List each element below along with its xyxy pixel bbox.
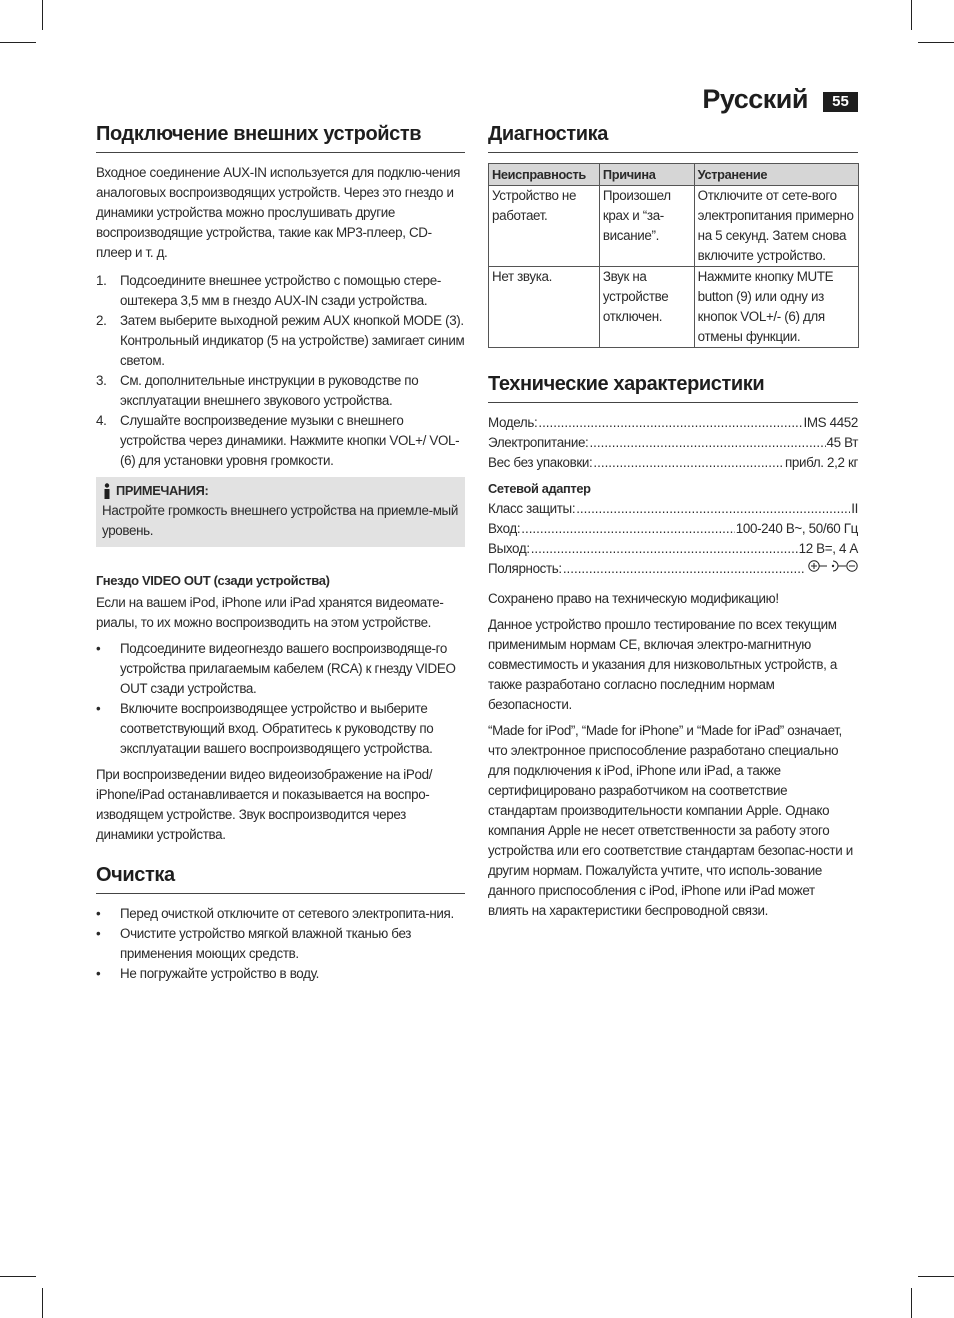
section-title-specs: Технические характеристики (488, 372, 858, 403)
info-icon (102, 483, 112, 499)
table-cell: Нажмите кнопку MUTE button (9) или одну из кнопок VOL+/- (6) для отмены функции. (694, 267, 858, 348)
spec-row (488, 453, 858, 473)
apple-paragraph: “Made for iPod”, “Made for iPhone” и “Made for iPad” означает, что электронное приспособление разработано специально для подключения к iPod, iPhone или iPad, а также сертифицировано разработчиком на соответствие стандартам производительности компании Apple. Однако компания Apple не несет ответственности за работу этого устройства или его соответствие стандартам безопас-ности и другим нормам. Пожалуйста учтите, что исполь-зование данного приспособления с iPod, iPhone или iPad может влиять на характеристики беспроводной связи. (488, 723, 853, 918)
spec-label: Вес без упаковки: (488, 455, 593, 470)
table-cell: Нет звука. (489, 267, 600, 348)
video-out-heading: Гнездо VIDEO OUT (сзади устройства) (96, 573, 330, 588)
step-text: См. дополнительные инструкции в руководстве по эксплуатации внешнего звукового устройства. (120, 373, 419, 408)
crop-mark (42, 1288, 43, 1318)
bullet-text: Очистите устройство мягкой влажной тканью без применения моющих средств. (120, 926, 412, 961)
bullet-text: Включите воспроизводящее устройство и выберите соответствующий вход. Обратитесь к руководству по эксплуатации вашего воспроизводящего устройства. (120, 701, 434, 756)
note-text: Настройте громкость внешнего устройства на приемле-мый уровень. (102, 503, 458, 538)
step-text: Слушайте воспроизведение музыки с внешнего устройства через динамики. Нажмите кнопки VOL+/ VOL- (6) для установки уровня громкости. (120, 413, 460, 468)
table-cell: Звук на устройстве отключен. (599, 267, 694, 348)
table-header-row (489, 164, 859, 186)
spec-row (488, 433, 858, 453)
bullet-text: Подсоедините видеогнездо вашего воспроизводяще-го устройства прилагаемым кабелем (RCA) к гнезду VIDEO OUT сзади устройства. (120, 641, 456, 696)
column-header: Причина (599, 164, 694, 186)
adapter-specs-list (488, 499, 858, 579)
note-title: ПРИМЕЧАНИЯ: (116, 483, 209, 498)
note-header (102, 481, 459, 501)
list-item: • Включите воспроизводящее устройство и выберите соответствующий вход. Обратитесь к руководству по эксплуатации вашего воспроизводящего устройства. (96, 701, 434, 756)
table-cell: Устройство не работает. (489, 186, 600, 267)
step-number: 1. (96, 273, 107, 288)
list-item: • Не погружайте устройство в воду. (96, 966, 319, 981)
spec-label: Модель: (488, 415, 538, 430)
spec-row (488, 539, 858, 559)
spec-label: Вход: (488, 521, 521, 536)
left-column (96, 122, 465, 984)
list-item: • Подсоедините видеогнездо вашего воспроизводяще-го устройства прилагаемым кабелем (RCA) к гнезду VIDEO OUT сзади устройства. (96, 641, 456, 696)
note-box (96, 477, 465, 547)
page-number: 55 (823, 92, 858, 112)
crop-mark (0, 42, 36, 43)
column-header: Устранение (694, 164, 858, 186)
spec-value: 45 Вт (826, 435, 858, 450)
step-number: 2. (96, 313, 107, 328)
spec-value: 100-240 В~, 50/60 Гц (735, 521, 858, 536)
bullet-text: Не погружайте устройство в воду. (120, 966, 319, 981)
table-row (489, 186, 859, 267)
table-cell: Отключите от сете-вого электропитания примерно на 5 секунд. Затем снова включите устройство. (694, 186, 858, 267)
table-cell: Произошел крах и “за-висание”. (599, 186, 694, 267)
spec-value: 12 В=, 4 А (798, 541, 858, 556)
spec-label: Класс защиты: (488, 501, 576, 516)
right-column (488, 122, 858, 921)
adapter-heading: Сетевой адаптер (488, 481, 591, 496)
spec-row (488, 559, 858, 579)
diagnostics-table (488, 163, 859, 348)
modification-notice: Сохранено право на техническую модификацию! (488, 591, 779, 606)
spec-value: IMS 4452 (803, 415, 858, 430)
bullet-text: Перед очисткой отключите от сетевого электропита-ния. (120, 906, 454, 921)
spec-row (488, 499, 858, 519)
cleaning-bullets-list (96, 904, 465, 984)
table-row (489, 267, 859, 348)
spec-value: II (851, 501, 858, 516)
spec-label: Полярность: (488, 561, 562, 576)
step-text: Затем выберите выходной режим AUX кнопкой MODE (3). Контрольный индикатор (5 на устройстве) замигает синим светом. (120, 313, 465, 368)
step-text: Подсоедините внешнее устройство с помощью стере-оштекера 3,5 мм в гнездо AUX-IN сзади устройства. (120, 273, 441, 308)
column-header: Неисправность (489, 164, 600, 186)
specs-list (488, 413, 858, 473)
video-intro-paragraph: Если на вашем iPod, iPhone или iPad хранятся видеомате-риалы, то их можно воспроизводить на этом устройстве. (96, 595, 444, 630)
list-item: • Перед очисткой отключите от сетевого электропита-ния. (96, 906, 454, 921)
aux-steps-list (96, 271, 465, 471)
polarity-icon (808, 559, 858, 579)
list-item (96, 271, 465, 311)
crop-mark (911, 1288, 912, 1318)
spec-label: Электропитание: (488, 435, 589, 450)
video-bullets-list (96, 639, 465, 759)
ce-paragraph: Данное устройство прошло тестирование по всех текущим применимым нормам CE, включая электро-магнитную совместимость и указания для низковольтных устройств, а также разработано согласно последним нормам безопасности. (488, 617, 837, 712)
list-item: • Очистите устройство мягкой влажной тканью без применения моющих средств. (96, 926, 412, 961)
crop-mark (0, 1276, 36, 1277)
section-title-external-devices: Подключение внешних устройств (96, 122, 465, 153)
crop-mark (918, 42, 954, 43)
section-title-cleaning: Очистка (96, 863, 465, 894)
spec-value: прибл. 2,2 кг (784, 455, 858, 470)
list-item (96, 411, 465, 471)
spec-row (488, 413, 858, 433)
crop-mark (918, 1276, 954, 1277)
aux-intro-paragraph: Входное соединение AUX-IN используется для подклю-чения аналоговых воспроизводящих устройств. Через это гнездо и динамики устройства можно прослушивать другие воспроизводящие устройства, такие как MP3-плеер, CD-плеер и т. д. (96, 165, 461, 260)
spec-label: Выход: (488, 541, 530, 556)
list-item (96, 371, 465, 411)
spec-row (488, 519, 858, 539)
crop-mark (42, 0, 43, 30)
video-outro-paragraph: При воспроизведении видео видеоизображение на iPod/ iPhone/iPad останавливается и показывается на воспро-изводящем устройстве. Звук воспроизводится через динамики устройства. (96, 767, 433, 842)
list-item (96, 311, 465, 371)
step-number: 4. (96, 413, 107, 428)
step-number: 3. (96, 373, 107, 388)
section-title-diagnostics: Диагностика (488, 122, 858, 153)
crop-mark (911, 0, 912, 30)
language-title: Русский (702, 84, 808, 114)
